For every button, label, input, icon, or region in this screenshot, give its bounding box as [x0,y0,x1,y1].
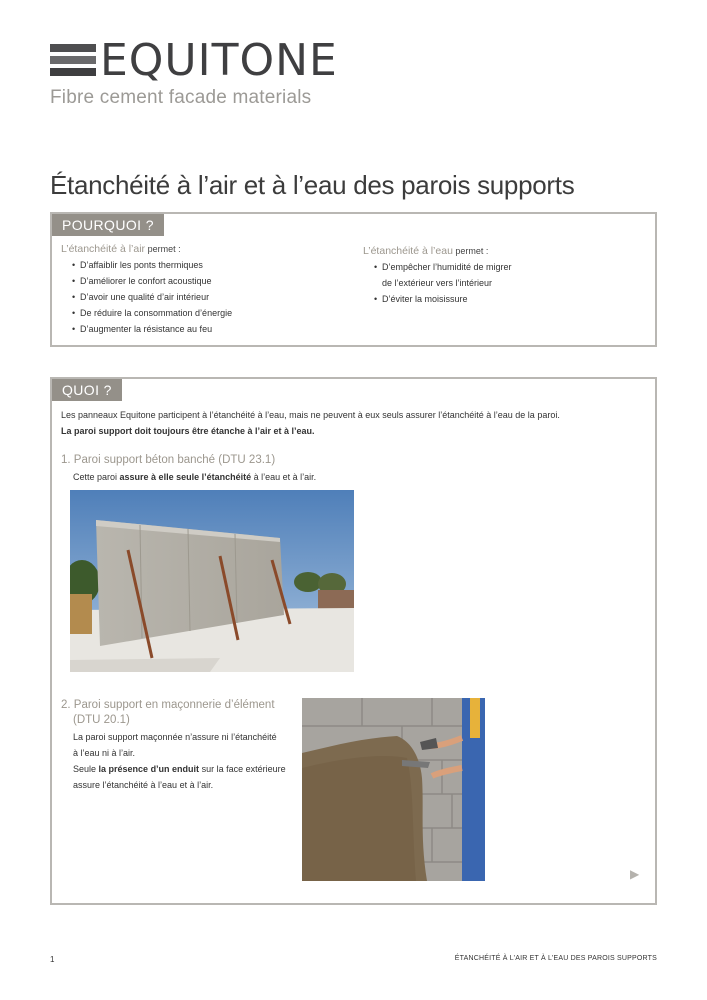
section1-text [73,469,316,485]
quoi-intro-1: Les panneaux Equitone participent à l’étanchéité à l’eau, mais ne peuvent à eux seuls assurer l’étanchéité à l’eau de la paroi. [61,410,560,420]
page-number: 1 [50,955,55,964]
air-benefits-list [72,257,351,337]
next-page-arrow[interactable]: ▶ [630,867,640,881]
section1-text-c: à l’eau et à l’air. [251,472,317,482]
list-item: • D’augmenter la résistance au feu [72,321,351,337]
section2-title-line2: (DTU 20.1) [73,714,130,726]
list-item: • D’empêcher l’humidité de migrer [374,259,643,275]
brand-tagline: Fibre cement facade materials [50,87,312,108]
quoi-intro-2: La paroi support doit toujours être étanche à l’air et à l’eau. [61,426,315,436]
running-title: ÉTANCHÉITÉ À L’AIR ET À L’EAU DES PAROIS SUPPORTS [454,955,657,962]
concrete-wall-photo [70,490,354,672]
water-title: L’étanchéité à l’eau [363,245,453,257]
brand-logo-text: EQUITONE [100,35,338,86]
water-benefits-list [374,259,643,307]
masonry-render-photo [302,698,485,881]
quoi-header: QUOI ? [52,379,122,401]
list-item: • D’améliorer le confort acoustique [72,273,351,289]
section1-title: 1. Paroi support béton banché (DTU 23.1) [61,454,276,466]
section2-text [73,729,293,793]
logo-mark [50,44,96,80]
section2-title-line1: 2. Paroi support en maçonnerie d’élément [61,699,275,711]
list-item: • D’avoir une qualité d’air intérieur [72,289,351,305]
section2-line-3c: sur la face extérieure [199,764,286,774]
list-item: • D’affaiblir les ponts thermiques [72,257,351,273]
water-column [363,245,643,307]
section1-text-bold: assure à elle seule l’étanchéité [119,472,252,482]
list-item-continuation: de l’extérieur vers l’intérieur [382,278,493,288]
section2-line-1: La paroi support maçonnée n’assure ni l’étanchéité [73,732,277,742]
list-item: • D’éviter la moisissure [374,291,643,307]
section1-text-a: Cette paroi [73,472,120,482]
list-item: • De réduire la consommation d’énergie [72,305,351,321]
section2-line-2: à l’eau ni à l’air. [73,748,136,758]
water-title-suffix: permet : [452,246,489,256]
air-title: L’étanchéité à l’air [61,243,146,255]
section2-line-4: assure l’étanchéité à l’eau et à l’air. [73,780,214,790]
section2-line-3-bold: la présence d’un enduit [98,764,200,774]
air-column [61,243,351,337]
air-title-suffix: permet : [145,244,181,254]
pourquoi-box [50,212,657,347]
water-column-title [363,245,643,257]
section2-line-3a: Seule [73,764,99,774]
section2-line-3 [73,761,293,777]
pourquoi-header: POURQUOI ? [52,214,164,236]
quoi-box [50,377,657,905]
air-column-title [61,243,351,255]
page-title: Étanchéité à l’air et à l’eau des parois supports [50,170,575,200]
